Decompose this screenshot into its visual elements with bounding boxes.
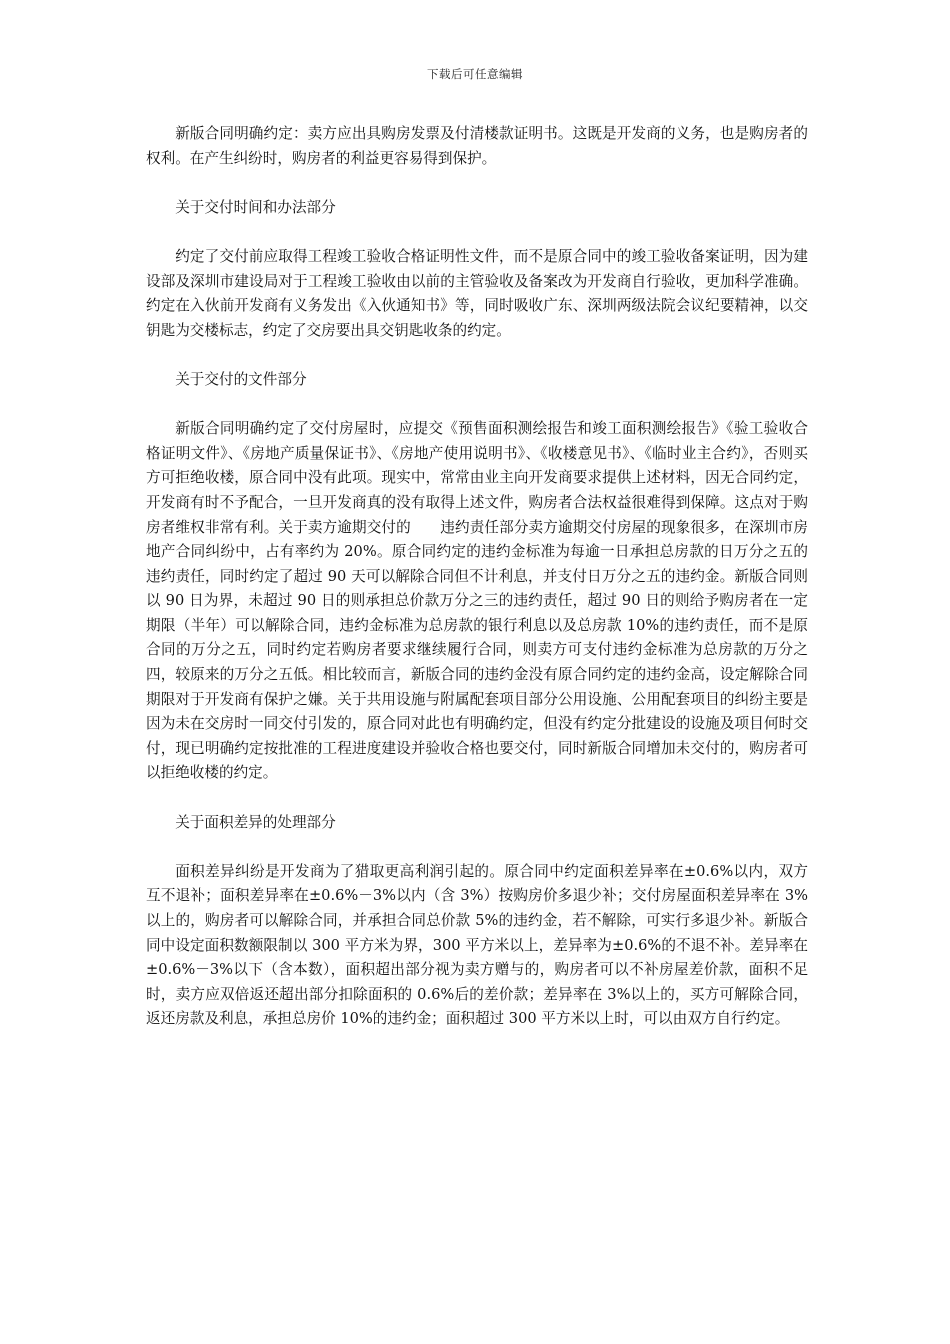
heading-delivery-time: 关于交付时间和办法部分 [175, 198, 336, 216]
document-body [146, 122, 808, 1032]
page-header: 下载后可任意编辑 [427, 67, 523, 81]
paragraph-area-difference: 面积差异纠纷是开发商为了猎取更高利润引起的。原合同中约定面积差异率在±0.6%以内，双方互不退补；面积差异率在±0.6%－3%以内（含 3%）按购房价多退少补；交付房屋面积差异率在 3%以上的，购房者可以解除合同，并承担合同总价款 5%的违约金，若不解除，可实行多退少补。新版合同中设定面积数额限制以 300 平方米为界，300 平方米以上，差异率为±0.6%的不退不补。差异率在±0.6%－3%以下（含本数），面积超出部分视为卖方赠与的，购房者可以不补房屋差价款，面积不足时，卖方应双倍返还超出部分扣除面积的 0.6%后的差价款；差异率在 3%以上的，买方可解除合同，返还房款及利息，承担总房价 10%的违约金；面积超过 300 平方米以上时，可以由双方自行约定。 [146, 862, 808, 1028]
paragraph-delivery-documents: 新版合同明确约定了交付房屋时，应提交《预售面积测绘报告和竣工面积测绘报告》《验工验收合格证明文件》、《房地产质量保证书》、《房地产使用说明书》、《收楼意见书》、《临时业主合约》，否则买方可拒绝收楼，原合同中没有此项。现实中，常常由业主向开发商要求提供上述材料，因无合同约定，开发商有时不予配合，一旦开发商真的没有取得上述文件，购房者合法权益很难得到保障。这点对于购房者维权非常有利。关于卖方逾期交付的 违约责任部分卖方逾期交付房屋的现象很多，在深圳市房地产合同纠纷中，占有率约为 20%。原合同约定的违约金标准为每逾一日承担总房款的日万分之五的违约责任，同时约定了超过 90 天可以解除合同但不计利息，并支付日万分之五的违约金。新版合同则以 90 日为界，未超过 90 日的则承担总价款万分之三的违约责任，超过 90 日的则给予购房者在一定期限（半年）可以解除合同，违约金标准为总房款的银行利息以及总房款 10%的违约责任，而不是原合同的万分之五，同时约定若购房者要求继续履行合同，则卖方可支付违约金标准为总房款的万分之四，较原来的万分之五低。相比较而言，新版合同的违约金没有原合同约定的违约金高，设定解除合同期限对于开发商有保护之嫌。关于共用设施与附属配套项目部分公用设施、公用配套项目的纠纷主要是因为未在交房时一同交付引发的，原合同对此也有明确约定，但没有约定分批建设的设施及项目何时交付，现已明确约定按批准的工程进度建设并验收合格也要交付，同时新版合同增加未交付的，购房者可以拒绝收楼的约定。 [146, 420, 808, 782]
heading-delivery-documents: 关于交付的文件部分 [175, 370, 307, 388]
paragraph-delivery-time: 约定了交付前应取得工程竣工验收合格证明性文件，而不是原合同中的竣工验收备案证明，因为建设部及深圳市建设局对于工程竣工验收由以前的主管验收及备案改为开发商自行验收，更加科学准确。约定在入伙前开发商有义务发出《入伙通知书》等，同时吸收广东、深圳两级法院会议纪要精神，以交钥匙为交楼标志，约定了交房要出具交钥匙收条的约定。 [146, 247, 808, 339]
paragraph-invoice: 新版合同明确约定：卖方应出具购房发票及付清楼款证明书。这既是开发商的义务，也是购房者的权利。在产生纠纷时，购房者的利益更容易得到保护。 [146, 125, 808, 167]
heading-area-difference: 关于面积差异的处理部分 [175, 813, 336, 831]
